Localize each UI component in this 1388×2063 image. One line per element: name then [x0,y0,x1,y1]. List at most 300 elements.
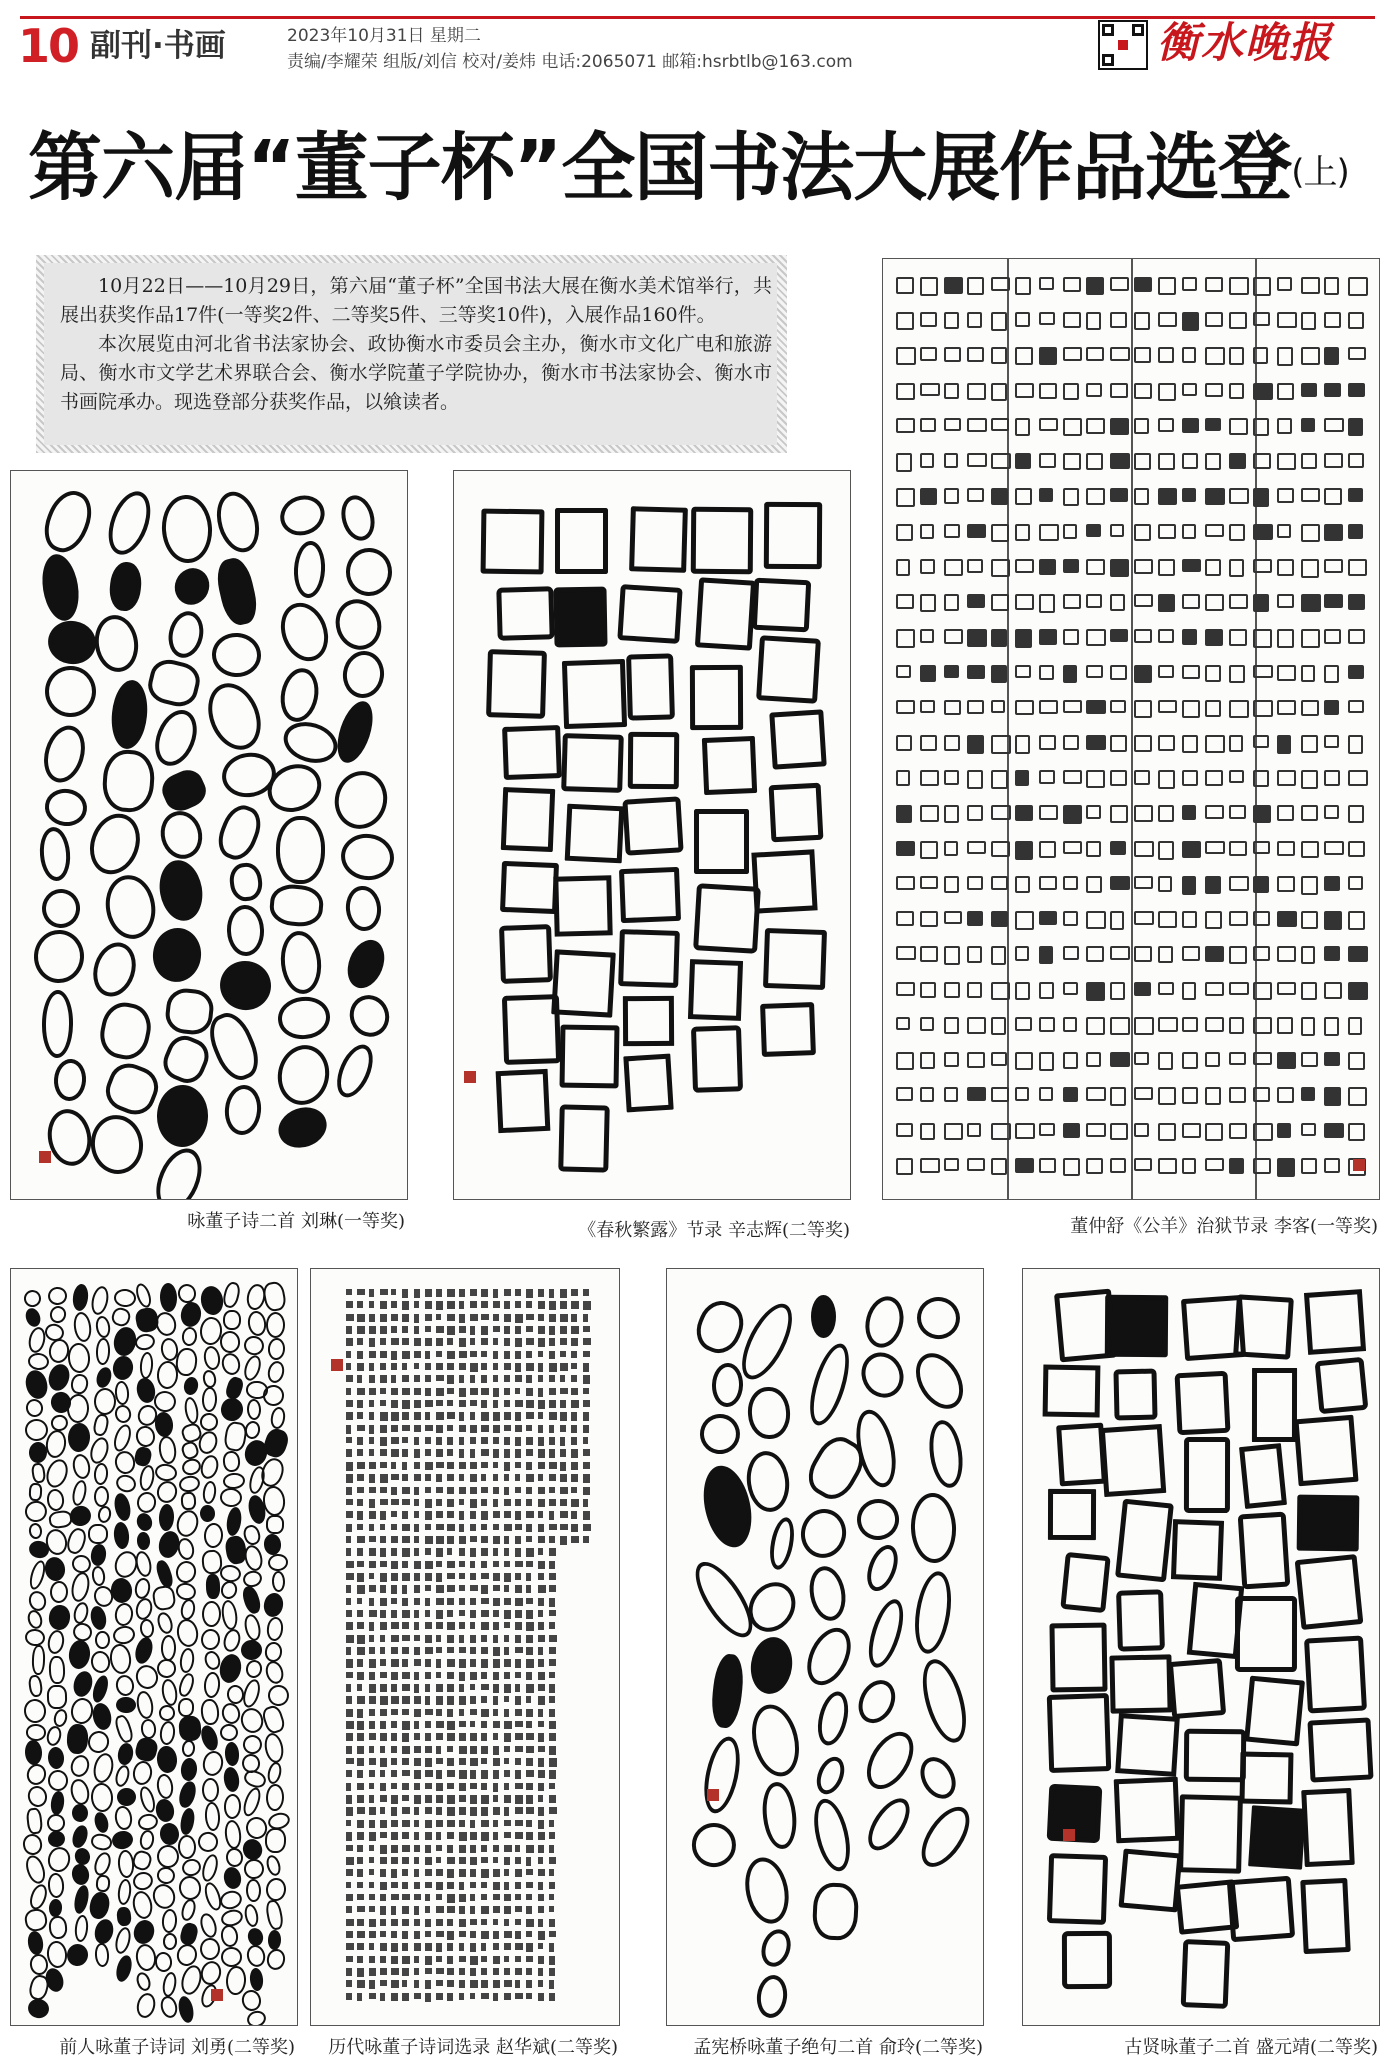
small-character [369,1956,375,1963]
brush-stroke [25,1762,49,1787]
clerical-character [1039,524,1059,541]
small-character [583,1338,591,1345]
artwork-caption-5: 历代咏董子诗词选录 赵华斌(二等奖) [328,2037,618,2058]
small-character [436,1807,441,1815]
brush-stroke [914,1655,973,1748]
small-character [481,1956,487,1962]
brush-stroke [111,1326,138,1359]
clerical-character [1158,559,1175,576]
small-character [470,1400,477,1406]
clerical-character [1158,347,1174,363]
small-character [425,1598,430,1606]
small-character [425,1487,431,1493]
clerical-character [1253,347,1268,364]
small-character [447,1598,453,1605]
clerical-character [1277,735,1291,754]
small-character [515,1573,521,1580]
small-character [414,1326,419,1334]
small-character [447,1758,454,1766]
small-character [447,1301,455,1309]
small-character [447,1659,455,1667]
small-character [436,1412,443,1420]
small-character [391,1696,399,1703]
small-character [459,1943,464,1951]
small-character [504,1437,510,1445]
brush-stroke [138,1829,155,1851]
small-character [369,1943,375,1950]
brush-stroke [91,612,142,675]
small-character [391,1832,398,1840]
brush-stroke [28,1442,47,1463]
small-character [493,1709,498,1716]
clerical-character [1277,418,1293,434]
brush-stroke [201,1369,217,1389]
small-character [380,1449,387,1456]
small-character [504,1326,510,1334]
brush-stroke [265,1854,284,1878]
small-character [357,1980,365,1988]
small-character [538,1931,546,1940]
small-character [402,1770,409,1776]
small-character [414,1301,419,1308]
small-character [391,1598,397,1604]
small-character [414,1375,421,1381]
small-character [493,1326,500,1332]
brush-stroke [223,1819,243,1849]
brush-stroke [220,1397,245,1423]
small-character [515,1733,523,1739]
small-character [560,1487,568,1494]
small-character [436,1709,442,1716]
small-character [447,1425,453,1431]
small-character [369,1894,376,1900]
artist-seal-icon [1063,1829,1075,1841]
small-character [481,1733,486,1741]
clerical-character [1063,559,1080,573]
brush-stroke [265,1828,286,1854]
small-character [425,1363,431,1370]
small-character [414,1894,421,1901]
small-character [571,1363,577,1369]
small-character [402,1326,408,1333]
brush-stroke [1054,1289,1117,1362]
clerical-character [991,277,1010,291]
clerical-character [1110,1158,1126,1174]
brush-stroke [1047,1853,1108,1925]
small-character [391,1289,396,1295]
clerical-character [1086,1017,1105,1035]
small-character [470,1511,476,1519]
brush-stroke [70,1669,94,1698]
brush-stroke [341,934,391,993]
brush-stroke [90,1650,113,1675]
small-character [346,1598,351,1605]
brush-stroke [860,1293,909,1352]
brush-stroke [135,1690,155,1720]
brush-stroke [156,1084,209,1147]
small-character [504,1746,510,1752]
small-character [526,1956,533,1962]
small-character [447,1474,453,1481]
clerical-character [1301,629,1321,648]
small-character [560,1462,566,1471]
brush-stroke [266,1761,283,1785]
small-character [470,1845,476,1853]
clerical-character [1229,594,1248,609]
clerical-character [1086,277,1103,295]
small-character [369,1832,377,1841]
artist-seal-icon [211,1989,223,2001]
brush-stroke [216,957,274,1014]
small-character [436,1487,442,1494]
brush-stroke [247,1399,262,1420]
small-character [493,1499,498,1507]
small-character [436,1968,444,1975]
brush-stroke [138,1464,157,1492]
intro-paragraph-2: 本次展览由河北省书法家协会、政协衡水市委员会主办，衡水市文化广电和旅游局、衡水市文学艺术界联合会、衡水学院董子学院协办，衡水市书法家协会、衡水市书画院承办。现选登部分获奖作品，以飨读者。 [60,333,772,413]
clerical-character [1182,735,1199,753]
small-character [369,1524,375,1531]
brush-stroke [223,1421,248,1453]
small-character [425,1770,433,1777]
small-character [425,1709,433,1716]
brush-stroke [82,806,148,880]
small-character [414,1733,420,1739]
brush-stroke [49,1581,68,1604]
small-character [357,1573,364,1582]
small-character [447,1289,455,1297]
small-character [391,1301,397,1308]
clerical-character [1039,347,1057,364]
clerical-character [1253,665,1273,679]
clerical-character [1277,700,1296,716]
small-character [436,1919,443,1927]
small-character [369,1400,374,1407]
small-character [526,1449,533,1456]
clerical-character [1039,594,1055,613]
small-character [549,1610,556,1616]
clerical-character [1253,524,1273,541]
clerical-character [944,629,963,644]
clerical-character [1182,488,1196,501]
clerical-character [1015,876,1030,893]
small-character [447,1943,452,1951]
brush-stroke [711,1363,743,1408]
small-character [436,1635,441,1642]
small-character [436,1585,444,1593]
clerical-character [1039,735,1056,750]
brush-stroke [219,1579,239,1601]
small-character [357,1832,364,1840]
small-character [380,1437,387,1445]
brush-stroke [199,1723,222,1752]
brush-stroke [622,797,683,856]
small-character [504,1561,510,1568]
clerical-character [1086,418,1105,435]
brush-stroke [860,1792,918,1858]
clerical-character [1205,1158,1223,1171]
clerical-character [1253,946,1270,961]
small-character [470,1412,475,1419]
small-character [380,1993,385,2001]
small-character [538,1980,543,1987]
small-character [549,1659,556,1666]
brush-stroke [337,492,380,545]
brush-stroke [24,1739,42,1765]
small-character [380,1400,386,1406]
clerical-character [1229,524,1245,541]
clerical-character [1253,982,1272,1000]
small-character [571,1289,578,1296]
small-character [526,1783,533,1790]
small-character [538,1721,545,1727]
small-character [459,1783,466,1792]
brush-stroke [268,1930,282,1950]
brush-stroke [246,1310,267,1337]
brush-stroke [1297,1495,1359,1552]
small-character [436,1314,441,1321]
small-character [504,1301,510,1309]
small-character [583,1511,591,1519]
clerical-character [1158,277,1177,295]
small-character [391,1906,396,1915]
brush-stroke [47,1769,68,1791]
clerical-character [1301,735,1318,753]
small-character [493,1622,499,1630]
small-character [504,1684,511,1693]
clerical-character [896,629,915,648]
clerical-character [944,805,960,822]
small-character [369,1857,374,1863]
brush-stroke [561,733,623,792]
small-character [447,1857,455,1864]
clerical-character [1015,735,1030,754]
small-character [504,1696,510,1702]
clerical-character [1348,1087,1367,1106]
small-character [346,1412,353,1419]
small-character [391,1968,399,1975]
clerical-character [1039,277,1054,290]
small-character [391,1993,398,2002]
small-character [481,1672,487,1679]
small-character [549,1956,555,1965]
clerical-character [1348,770,1368,785]
clerical-character [1182,770,1199,786]
brush-stroke [112,1492,133,1523]
small-character [380,1857,388,1864]
brush-stroke [1114,1368,1158,1420]
small-character [515,1647,522,1653]
clerical-character [1134,629,1152,642]
intro-text [60,272,772,417]
brush-stroke [160,494,214,565]
small-character [493,1400,498,1408]
small-character [425,1474,431,1481]
brush-stroke [154,1559,175,1589]
small-character [402,1845,409,1852]
small-character [402,1746,409,1754]
small-character [425,1869,432,1876]
small-character [414,1289,420,1298]
clerical-character [1063,1052,1079,1069]
small-character [380,1869,386,1877]
brush-stroke [112,1355,136,1382]
clerical-character [920,277,938,296]
clerical-character [1324,805,1338,819]
small-character [583,1425,589,1433]
small-character [414,1598,421,1605]
small-character [380,1931,387,1937]
small-character [481,1375,487,1382]
brush-stroke [65,1942,90,1968]
clerical-character [920,524,934,540]
brush-stroke [910,1492,957,1564]
small-character [436,1770,442,1778]
brush-stroke [69,1570,92,1603]
clerical-character [944,594,960,611]
small-character [515,1499,521,1506]
small-character [436,1301,443,1310]
small-character [538,1746,546,1752]
clerical-character [1086,700,1105,714]
brush-stroke [163,1933,178,1950]
brush-stroke [1302,1788,1356,1868]
small-character [504,1462,510,1471]
small-character [549,1289,554,1298]
clerical-character [1015,700,1034,715]
clerical-character [1182,383,1198,396]
small-character [380,1573,387,1582]
clerical-character [1063,1087,1079,1101]
small-character [459,1659,466,1667]
small-character [583,1524,591,1532]
brush-stroke [87,1891,111,1922]
small-character [436,1931,444,1937]
clerical-character [1205,946,1224,962]
brush-stroke [219,1487,242,1507]
small-character [346,1659,353,1668]
small-character [391,1487,397,1495]
small-character [357,1820,364,1828]
brush-stroke [199,1853,220,1884]
small-character [459,1672,466,1681]
brush-stroke [198,1911,220,1939]
small-character [526,1511,534,1518]
small-character [447,1573,455,1579]
brush-stroke [73,1915,89,1943]
clerical-character [1229,805,1246,818]
small-character [391,1524,397,1530]
small-character [402,1425,409,1431]
clerical-character [1348,735,1362,754]
brush-stroke [27,1930,45,1956]
clerical-character [967,524,986,538]
brush-stroke [1110,1654,1173,1713]
small-character [549,1721,556,1729]
small-character [391,1980,399,1988]
small-character [481,1487,488,1494]
small-character [369,1770,376,1776]
brush-stroke [72,1283,90,1311]
small-character [369,1425,375,1434]
small-character [414,1314,419,1323]
small-character [481,1573,488,1579]
clerical-character [991,453,1011,469]
clerical-character [896,700,915,714]
small-character [391,1314,398,1321]
brush-stroke [811,1295,836,1338]
clerical-character [1110,805,1128,823]
brush-stroke [496,586,554,640]
clerical-character [1110,383,1127,398]
small-character [447,1820,454,1827]
clerical-character [1277,629,1294,648]
small-character [369,1795,375,1802]
small-character [447,1561,455,1568]
clerical-character [1158,805,1174,822]
small-character [436,1289,442,1297]
small-character [414,1425,421,1432]
small-character [459,1647,467,1653]
small-character [493,1869,501,1877]
clerical-character [896,841,915,857]
brush-stroke [200,1628,221,1651]
small-character [346,1894,353,1902]
clerical-character [1253,1052,1272,1065]
brush-stroke [1186,1582,1244,1659]
small-character [538,1684,546,1691]
small-character [470,1709,477,1715]
small-character [504,1906,511,1914]
brush-stroke [273,1101,332,1154]
small-character [549,1672,555,1678]
small-character [493,1573,501,1581]
small-character [380,1758,387,1767]
brush-stroke [201,1387,217,1412]
small-character [538,1499,545,1507]
brush-stroke [266,1515,284,1535]
small-character [504,1980,512,1987]
clerical-character [1110,735,1127,752]
small-character [447,1993,452,2001]
brush-stroke [23,1698,48,1724]
brush-stroke [116,1906,132,1926]
artist-seal-icon [464,1071,476,1083]
small-character [493,1289,499,1298]
clerical-character [1277,1017,1293,1034]
small-character [369,1980,376,1989]
small-character [402,1449,408,1456]
small-character [357,1943,364,1950]
brush-stroke [101,749,156,814]
small-character [369,1758,377,1764]
clerical-character [1253,1017,1272,1034]
small-character [357,1758,364,1766]
brush-stroke [49,1655,66,1684]
small-character [346,1857,354,1866]
brush-stroke [113,1404,132,1425]
small-character [504,1375,510,1382]
small-character [571,1487,576,1494]
small-character [493,1647,501,1656]
clerical-character [1134,488,1149,505]
clerical-character [1158,665,1174,679]
small-character [402,1573,410,1581]
clerical-character [1277,312,1297,328]
small-character [357,1548,363,1556]
brush-stroke [175,1580,198,1601]
small-character [425,1659,431,1666]
